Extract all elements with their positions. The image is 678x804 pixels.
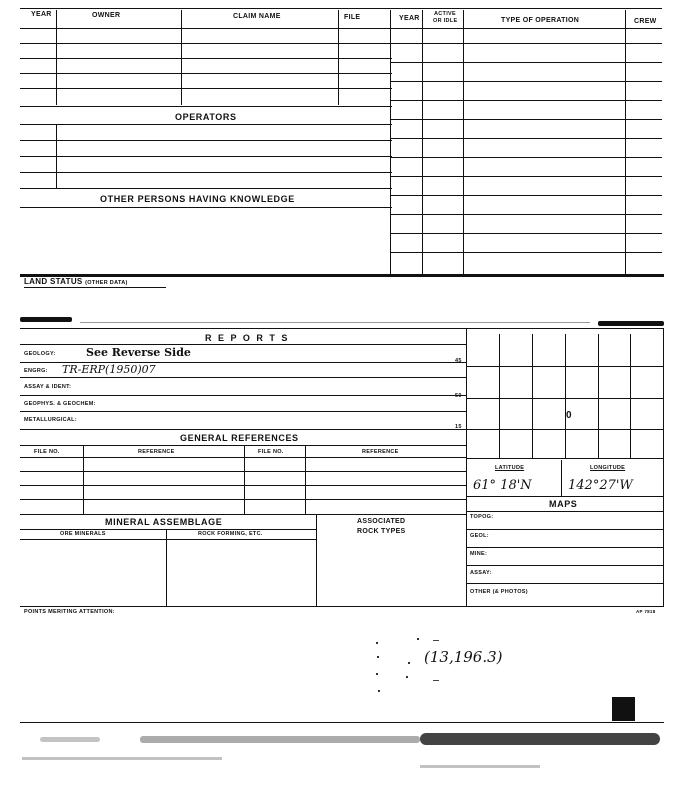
grid-location-mark: 0 bbox=[566, 410, 572, 421]
handwritten-note: (13,196.3) bbox=[424, 648, 503, 666]
header-crew: CREW bbox=[634, 18, 657, 25]
longitude-label: LONGITUDE bbox=[590, 465, 626, 471]
black-square bbox=[612, 697, 635, 721]
maps-geol: GEOL: bbox=[470, 533, 489, 539]
land-status-text: LAND STATUS bbox=[24, 277, 83, 286]
engrg-value: TR-ERP(1950)07 bbox=[62, 363, 156, 376]
ref-reference-1: REFERENCE bbox=[138, 449, 175, 455]
geology-label: GEOLOGY: bbox=[24, 351, 56, 357]
scan-noise-bottom-2 bbox=[420, 765, 540, 768]
other-persons-label: OTHER PERSONS HAVING KNOWLEDGE bbox=[100, 194, 295, 204]
geology-value: See Reverse Side bbox=[86, 346, 191, 359]
longitude-value: 142°27'W bbox=[568, 478, 633, 493]
header-type-of-operation: TYPE OF OPERATION bbox=[501, 17, 580, 24]
header-claim-name: CLAIM NAME bbox=[233, 13, 281, 20]
geophys-label: GEOPHYS. & GEOCHEM: bbox=[24, 401, 96, 407]
header-file: FILE bbox=[344, 14, 361, 21]
margin-50: 50 bbox=[455, 393, 462, 399]
engrg-label: ENGRG: bbox=[24, 368, 48, 374]
assay-ident-label: ASSAY & IDENT: bbox=[24, 384, 72, 390]
maps-topog: TOPOG: bbox=[470, 514, 494, 520]
maps-assay: ASSAY: bbox=[470, 570, 492, 576]
header-year: YEAR bbox=[31, 11, 52, 18]
maps-title: MAPS bbox=[549, 499, 578, 509]
reports-title: R E P O R T S bbox=[205, 333, 290, 343]
scan-smudge-left bbox=[20, 317, 72, 322]
scan-smudge-right bbox=[598, 321, 664, 326]
metallurgical-label: METALLURGICAL: bbox=[24, 417, 77, 423]
maps-other: OTHER (& PHOTOS) bbox=[470, 589, 528, 595]
form-number: AP 7818 bbox=[636, 609, 656, 614]
rock-forming-label: ROCK FORMING, ETC. bbox=[198, 531, 263, 537]
land-status-label bbox=[24, 277, 128, 286]
rock-types-label: ROCK TYPES bbox=[357, 528, 406, 535]
header-active-or-idle: OR IDLE bbox=[433, 18, 458, 24]
header-active: ACTIVE bbox=[434, 11, 456, 17]
general-references-title: GENERAL REFERENCES bbox=[180, 433, 299, 443]
ref-reference-2: REFERENCE bbox=[362, 449, 399, 455]
points-meriting-attention-label: POINTS MERITING ATTENTION: bbox=[24, 609, 115, 615]
scan-noise-mid bbox=[140, 736, 420, 743]
header-year-2: YEAR bbox=[399, 15, 420, 22]
scan-noise-band bbox=[420, 733, 660, 745]
maps-mine: MINE: bbox=[470, 551, 488, 557]
latitude-label: LATITUDE bbox=[495, 465, 525, 471]
ref-file-no-1: FILE NO. bbox=[34, 449, 60, 455]
land-status-sub: (OTHER DATA) bbox=[85, 280, 128, 286]
associated-label: ASSOCIATED bbox=[357, 518, 406, 525]
margin-45: 45 bbox=[455, 358, 462, 364]
ore-minerals-label: ORE MINERALS bbox=[60, 531, 106, 537]
ref-file-no-2: FILE NO. bbox=[258, 449, 284, 455]
header-owner: OWNER bbox=[92, 12, 121, 19]
operators-label: OPERATORS bbox=[175, 112, 237, 122]
latitude-value: 61° 18'N bbox=[473, 478, 532, 493]
scan-noise-left bbox=[40, 737, 100, 742]
margin-15: 15 bbox=[455, 424, 462, 430]
scan-noise-bottom bbox=[22, 757, 222, 760]
mineral-assemblage-title: MINERAL ASSEMBLAGE bbox=[105, 517, 223, 527]
